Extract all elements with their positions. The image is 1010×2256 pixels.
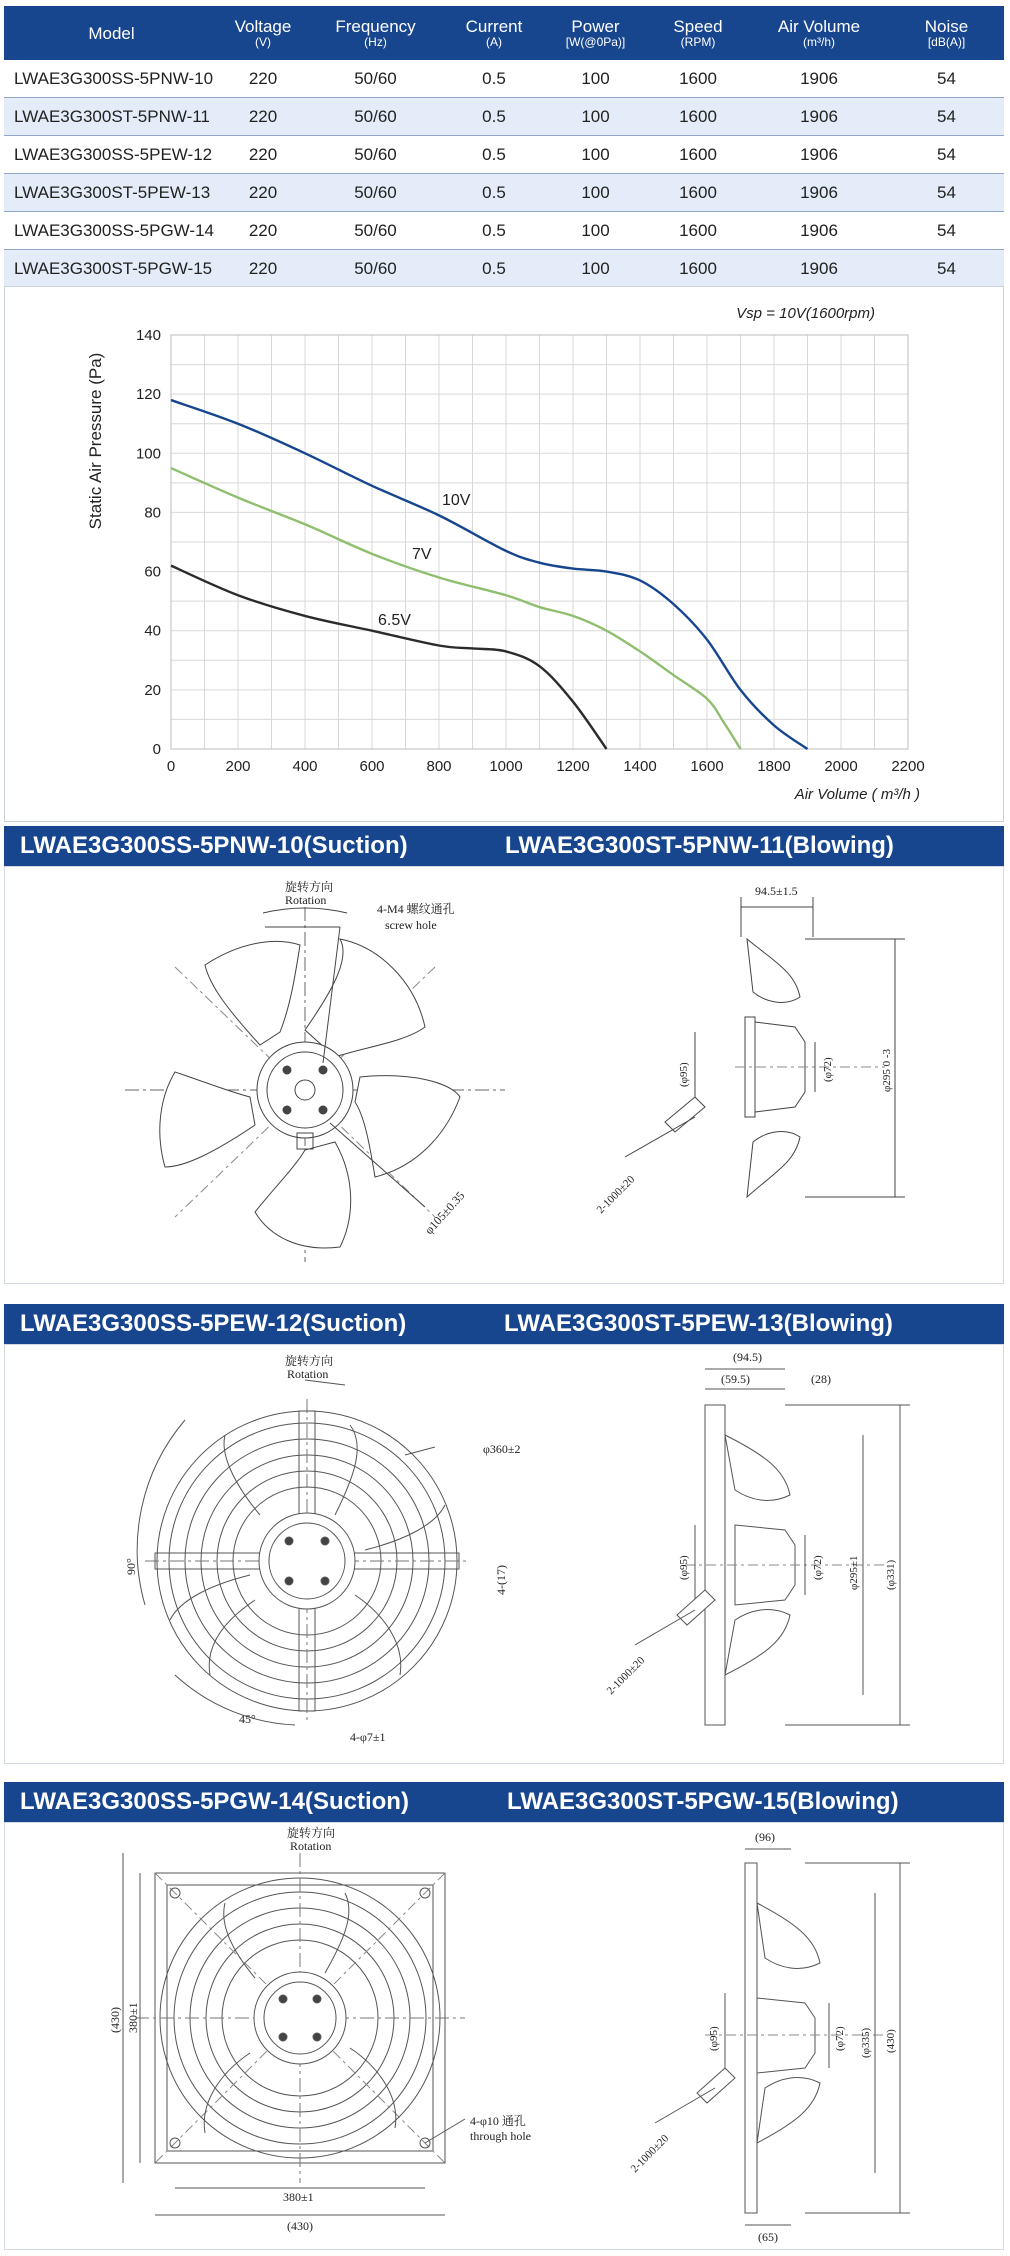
- x-tick-label: 2000: [824, 758, 858, 775]
- guard-diameter: φ360±2: [483, 1442, 521, 1456]
- cell: 1906: [749, 212, 889, 250]
- cell: 0.5: [444, 98, 544, 136]
- front-view-pgw: [123, 1853, 465, 2215]
- chart-annotation: Vsp = 10V(1600rpm): [736, 305, 875, 322]
- x-tick-label: 1400: [623, 758, 657, 775]
- x-tick-label: 1600: [690, 758, 724, 775]
- hub-diameter-label: φ105±0.35: [421, 1188, 468, 1238]
- height-430: (430): [108, 2007, 122, 2033]
- cable-label-1: 2-1000±20: [594, 1173, 638, 1217]
- cell: 100: [544, 250, 647, 288]
- section-header-pnw: [4, 826, 1004, 866]
- angle-90: 90°: [124, 1558, 138, 1575]
- side-view-pew: [635, 1369, 910, 1725]
- fan-drawing-pgw: [5, 1823, 1003, 2249]
- series-line-6-5v: [171, 566, 607, 749]
- series-label-10v: 10V: [442, 492, 471, 509]
- cell: 100: [544, 136, 647, 174]
- cell: 54: [889, 136, 1004, 174]
- table-row: [4, 136, 1004, 174]
- cell: 1906: [749, 98, 889, 136]
- chart-y-label: Static Air Pressure (Pa): [86, 352, 105, 530]
- d28-label: (28): [811, 1372, 831, 1386]
- holes-label-2: 4-φ7±1: [350, 1730, 386, 1744]
- cell-model: LWAE3G300SS-5PNW-10: [4, 60, 219, 98]
- cell: 1600: [647, 98, 749, 136]
- rotation-en-2: Rotation: [287, 1367, 329, 1381]
- rotation-cn-2: 旋转方向: [285, 1354, 334, 1368]
- cell: 1906: [749, 250, 889, 288]
- angle-45: 45°: [239, 1712, 256, 1726]
- cell: 0.5: [444, 60, 544, 98]
- series-line-10v: [171, 400, 808, 749]
- chart-grid: [171, 335, 908, 749]
- section-title-suction: LWAE3G300SS-5PNW-10(Suction): [20, 832, 408, 859]
- cell: 220: [219, 60, 307, 98]
- cell: 54: [889, 250, 1004, 288]
- section-title-suction: LWAE3G300SS-5PEW-12(Suction): [20, 1310, 407, 1337]
- cell-model: LWAE3G300ST-5PEW-13: [4, 174, 219, 212]
- x-tick-label: 0: [166, 758, 176, 775]
- table-row: [4, 98, 1004, 136]
- cell: 220: [219, 98, 307, 136]
- y-tick-label: 20: [144, 681, 161, 699]
- drawing-panel-pew: [4, 1344, 1004, 1764]
- cable-label-2: 2-1000±20: [604, 1654, 648, 1698]
- cell: 1600: [647, 250, 749, 288]
- x-tick-label: 600: [359, 758, 385, 775]
- series-label-7v: 7V: [412, 546, 432, 563]
- x-tick-label: 800: [426, 758, 452, 775]
- col-air-volume: Air Volume (m³/h): [749, 6, 889, 60]
- d72-label-1: (φ72): [822, 1057, 834, 1082]
- y-tick-label: 80: [144, 504, 161, 522]
- rotation-cn-1: 旋转方向: [285, 880, 334, 894]
- screw-hole-en: screw hole: [385, 918, 437, 932]
- cable-label-3: 2-1000±20: [628, 2132, 672, 2176]
- cell-model: LWAE3G300SS-5PGW-14: [4, 212, 219, 250]
- d95-label-2: (φ95): [678, 1555, 690, 1580]
- cell: 54: [889, 60, 1004, 98]
- cell: 50/60: [307, 98, 444, 136]
- cell: 1600: [647, 60, 749, 98]
- col-model: Model: [4, 6, 219, 60]
- spec-table: [4, 6, 1004, 288]
- cell: 220: [219, 212, 307, 250]
- d95-label-1: (φ95): [678, 1062, 690, 1087]
- front-view-pew: [137, 1380, 469, 1725]
- through-hole-en: through hole: [470, 2129, 531, 2143]
- x-tick-label: 1800: [757, 758, 791, 775]
- cell: 54: [889, 212, 1004, 250]
- col-current: Current (A): [444, 6, 544, 60]
- cell: 50/60: [307, 212, 444, 250]
- cell: 0.5: [444, 212, 544, 250]
- cell: 50/60: [307, 250, 444, 288]
- screw-hole-cn: 4-M4 螺纹通孔: [377, 902, 455, 916]
- d95-label-3: (φ95): [708, 2026, 720, 2051]
- drawing-panel-pgw: [4, 1822, 1004, 2250]
- y-tick-label: 40: [144, 622, 161, 640]
- rotation-en-3: Rotation: [290, 1839, 332, 1853]
- cell: 0.5: [444, 250, 544, 288]
- y-tick-label: 60: [144, 563, 161, 581]
- slot-label: 4-(17): [494, 1565, 508, 1595]
- col-voltage: Voltage (V): [219, 6, 307, 60]
- section-title-suction: LWAE3G300SS-5PGW-14(Suction): [20, 1788, 409, 1815]
- chart-x-label: Air Volume ( m³/h ): [794, 786, 920, 803]
- cell: 220: [219, 250, 307, 288]
- performance-chart: [5, 287, 1003, 821]
- cell-model: LWAE3G300SS-5PEW-12: [4, 136, 219, 174]
- table-header-row: [4, 6, 1004, 60]
- d65-label: (65): [758, 2230, 778, 2244]
- col-speed: Speed (RPM): [647, 6, 749, 60]
- table-row: [4, 60, 1004, 98]
- d335-label: (φ335): [860, 2027, 872, 2058]
- section-header-pew: [4, 1304, 1004, 1344]
- cell: 100: [544, 212, 647, 250]
- table-row: [4, 250, 1004, 288]
- col-frequency: Frequency (Hz): [307, 6, 444, 60]
- cell: 1600: [647, 212, 749, 250]
- d595-label: (59.5): [721, 1372, 750, 1386]
- cell: 0.5: [444, 136, 544, 174]
- fan-drawing-pew: [5, 1345, 1003, 1763]
- cell: 1906: [749, 60, 889, 98]
- cell: 100: [544, 174, 647, 212]
- d430-side-label: (430): [885, 2029, 897, 2053]
- d295-label-2: φ295±1: [848, 1555, 860, 1590]
- y-tick-label: 0: [152, 741, 161, 758]
- fan-drawing-pnw: [5, 867, 1003, 1283]
- d72-label-2: (φ72): [812, 1555, 824, 1580]
- y-tick-label: 140: [135, 327, 161, 344]
- cell: 100: [544, 60, 647, 98]
- section-title-blowing: LWAE3G300ST-5PNW-11(Blowing): [505, 832, 894, 859]
- x-tick-label: 400: [292, 758, 318, 775]
- series-label-6-5v: 6.5V: [378, 612, 411, 629]
- series-line-7v: [171, 468, 741, 749]
- table-row: [4, 174, 1004, 212]
- performance-chart-panel: [4, 286, 1004, 822]
- through-hole-cn: 4-φ10 通孔: [470, 2114, 526, 2128]
- cell: 220: [219, 174, 307, 212]
- cell: 50/60: [307, 136, 444, 174]
- cell-model: LWAE3G300ST-5PGW-15: [4, 250, 219, 288]
- d96-label: (96): [755, 1830, 775, 1844]
- chart-series: [171, 400, 808, 749]
- y-tick-label: 100: [135, 445, 161, 463]
- y-tick-label: 120: [135, 386, 161, 404]
- x-tick-label: 1200: [556, 758, 590, 775]
- depth-label-1: 94.5±1.5: [755, 884, 798, 898]
- side-view-pnw: [625, 897, 905, 1197]
- cell: 220: [219, 136, 307, 174]
- x-tick-label: 2200: [891, 758, 925, 775]
- cell: 1600: [647, 136, 749, 174]
- d72-label-3: (φ72): [834, 2026, 846, 2051]
- cell: 1906: [749, 136, 889, 174]
- cell: 54: [889, 98, 1004, 136]
- section-title-blowing: LWAE3G300ST-5PEW-13(Blowing): [504, 1310, 893, 1337]
- cell: 1906: [749, 174, 889, 212]
- rotation-en-1: Rotation: [285, 893, 327, 907]
- height-380: 380±1: [126, 2002, 140, 2033]
- d331-label: (φ331): [885, 1559, 897, 1590]
- col-noise: Noise [dB(A)]: [889, 6, 1004, 60]
- width-380: 380±1: [283, 2190, 314, 2204]
- table-row: [4, 212, 1004, 250]
- d295-label-1: φ295 0 -3: [881, 1048, 893, 1092]
- cell-model: LWAE3G300ST-5PNW-11: [4, 98, 219, 136]
- cell: 0.5: [444, 174, 544, 212]
- cell: 1600: [647, 174, 749, 212]
- x-tick-label: 200: [225, 758, 251, 775]
- cell: 50/60: [307, 60, 444, 98]
- section-title-blowing: LWAE3G300ST-5PGW-15(Blowing): [507, 1788, 899, 1815]
- col-power: Power [W(@0Pa)]: [544, 6, 647, 60]
- cell: 50/60: [307, 174, 444, 212]
- rotation-cn-3: 旋转方向: [287, 1826, 336, 1840]
- cell: 100: [544, 98, 647, 136]
- width-430: (430): [287, 2219, 313, 2233]
- drawing-panel-pnw: [4, 866, 1004, 1284]
- x-tick-label: 1000: [489, 758, 523, 775]
- section-header-pgw: [4, 1782, 1004, 1822]
- d945-label: (94.5): [733, 1350, 762, 1364]
- cell: 54: [889, 174, 1004, 212]
